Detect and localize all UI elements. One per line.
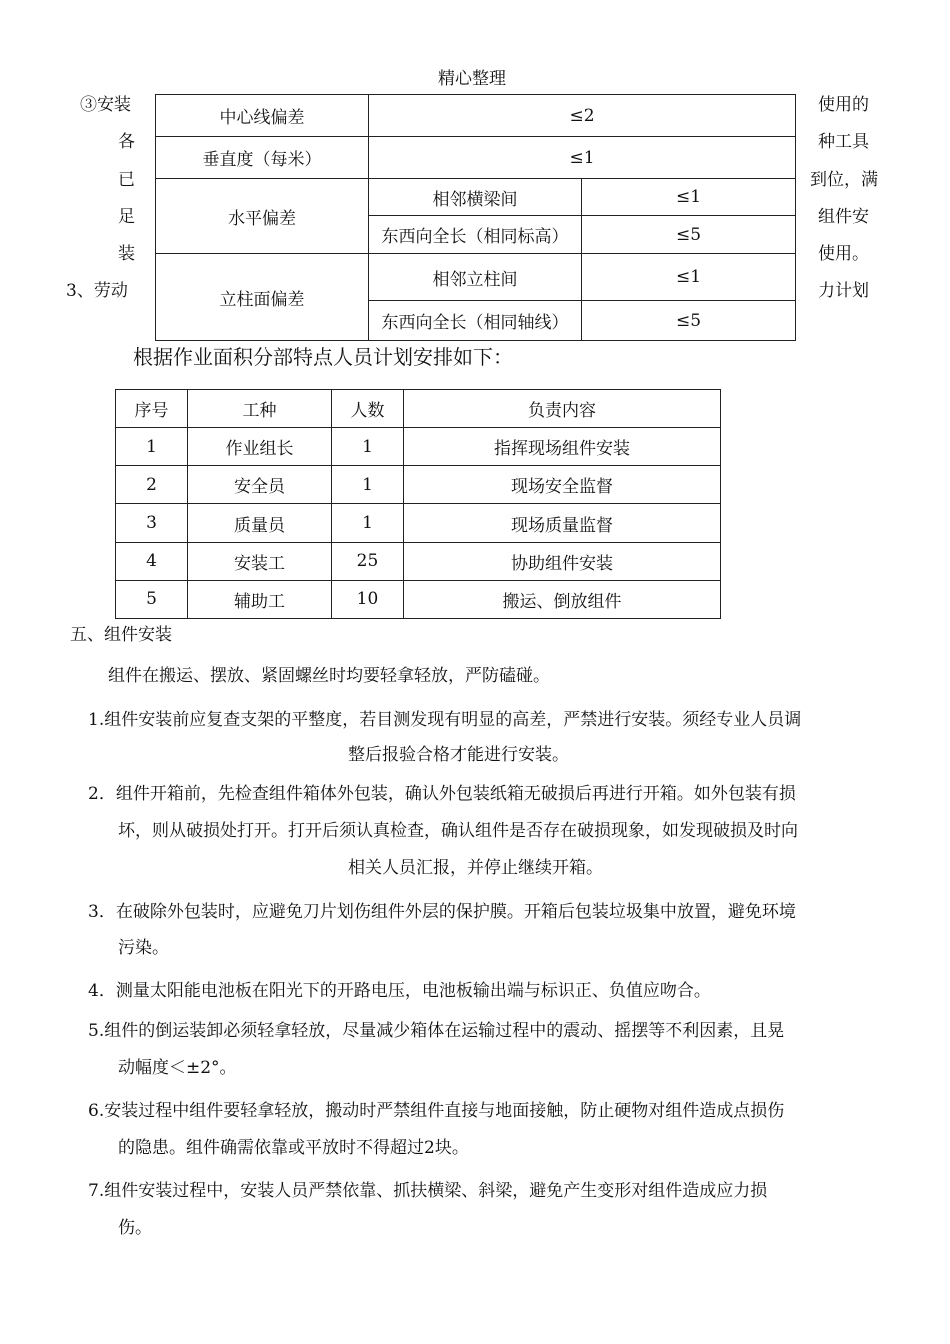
table-cell: 相邻横梁间 xyxy=(369,179,582,216)
right-fragment-1: 使用的 xyxy=(818,95,869,115)
table-cell: 安全员 xyxy=(188,466,332,504)
table-row xyxy=(156,95,796,137)
right-fragment-4: 组件安 xyxy=(818,207,869,227)
table-header-cell: 人数 xyxy=(332,390,404,428)
table-row xyxy=(116,428,721,466)
table-cell: ≤1 xyxy=(369,137,796,179)
left-fragment-2: 各 xyxy=(118,132,135,152)
item-2-line-3: 相关人员汇报，并停止继续开箱。 xyxy=(348,858,603,878)
table-cell: 相邻立柱间 xyxy=(369,254,582,301)
table-cell: ≤1 xyxy=(582,254,796,301)
table-row xyxy=(116,504,721,542)
item-6-line-2: 的隐患。组件确需依靠或平放时不得超过2块。 xyxy=(118,1138,469,1158)
table-row xyxy=(116,466,721,504)
item-7-line-1: 7.组件安装过程中，安装人员严禁依靠、抓扶横梁、斜梁，避免产生变形对组件造成应力损 xyxy=(88,1181,768,1201)
right-fragment-3: 到位，满 xyxy=(810,170,878,190)
item-2-line-2: 坏，则从破损处打开。打开后须认真检查，确认组件是否存在破损现象，如发现破损及时向 xyxy=(118,821,798,841)
table-cell: 1 xyxy=(332,428,404,466)
table-cell: 立柱面偏差 xyxy=(156,254,369,341)
left-fragment-6: 3、劳动 xyxy=(66,281,128,301)
table-cell: 辅助工 xyxy=(188,580,332,618)
table-row xyxy=(156,179,796,216)
table-cell: 质量员 xyxy=(188,504,332,542)
staff-table xyxy=(115,389,721,619)
table-cell: ≤5 xyxy=(582,216,796,254)
table-cell: 现场安全监督 xyxy=(404,466,721,504)
left-fragment-5: 装 xyxy=(118,244,135,264)
item-3-line-1: 3．在破除外包装时，应避免刀片划伤组件外层的保护膜。开箱后包装垃圾集中放置，避免环境 xyxy=(88,902,796,922)
table-row xyxy=(116,542,721,580)
table-cell: 东西向全长（相同标高） xyxy=(369,216,582,254)
table-cell: 1 xyxy=(332,466,404,504)
left-fragment-3: 已 xyxy=(118,170,135,190)
table-header-cell: 负责内容 xyxy=(404,390,721,428)
item-4-line-1: 4．测量太阳能电池板在阳光下的开路电压，电池板输出端与标识正、负值应吻合。 xyxy=(88,981,711,1001)
table-cell: 10 xyxy=(332,580,404,618)
right-fragment-2: 种工具 xyxy=(818,132,869,152)
table-header-row xyxy=(116,390,721,428)
section-intro: 组件在搬运、摆放、紧固螺丝时均要轻拿轻放，严防磕碰。 xyxy=(108,666,550,686)
table-cell: 1 xyxy=(116,428,188,466)
table-cell: 25 xyxy=(332,542,404,580)
table-header-cell: 工种 xyxy=(188,390,332,428)
table-header-cell: 序号 xyxy=(116,390,188,428)
table-cell: 水平偏差 xyxy=(156,179,369,254)
item-7-line-2: 伤。 xyxy=(118,1218,152,1238)
table-cell: 5 xyxy=(116,580,188,618)
right-fragment-6: 力计划 xyxy=(818,281,869,301)
table-cell: 垂直度（每米） xyxy=(156,137,369,179)
item-6-line-1: 6.安装过程中组件要轻拿轻放，搬动时严禁组件直接与地面接触，防止硬物对组件造成点损伤 xyxy=(88,1101,785,1121)
item-3-line-2: 污染。 xyxy=(118,938,169,958)
table-cell: 现场质量监督 xyxy=(404,504,721,542)
table-cell: ≤1 xyxy=(582,179,796,216)
left-fragment-4: 足 xyxy=(118,207,135,227)
table-cell: 协助组件安装 xyxy=(404,542,721,580)
table-cell: ≤2 xyxy=(369,95,796,137)
table-row xyxy=(116,580,721,618)
table-cell: 作业组长 xyxy=(188,428,332,466)
tolerance-table xyxy=(155,94,796,341)
table-cell: 4 xyxy=(116,542,188,580)
table-row xyxy=(156,137,796,179)
item-5-line-2: 动幅度＜±2°。 xyxy=(118,1058,237,1078)
table-cell: 2 xyxy=(116,466,188,504)
staff-intro: 根据作业面积分部特点人员计划安排如下： xyxy=(133,345,513,369)
section-heading: 五、组件安装 xyxy=(70,625,172,645)
table-cell: 中心线偏差 xyxy=(156,95,369,137)
right-fragment-5: 使用。 xyxy=(818,244,869,264)
table-row xyxy=(156,254,796,301)
table-cell: 指挥现场组件安装 xyxy=(404,428,721,466)
left-fragment-1: ③安装 xyxy=(80,95,131,115)
page-header: 精心整理 xyxy=(438,69,506,89)
table-cell: 1 xyxy=(332,504,404,542)
table-cell: ≤5 xyxy=(582,301,796,341)
item-1-line-1: 1.组件安装前应复查支架的平整度，若目测发现有明显的高差，严禁进行安装。须经专业人员调 xyxy=(88,710,802,730)
table-cell: 安装工 xyxy=(188,542,332,580)
table-cell: 3 xyxy=(116,504,188,542)
item-1-line-2: 整后报验合格才能进行安装。 xyxy=(348,745,569,765)
table-cell: 搬运、倒放组件 xyxy=(404,580,721,618)
item-5-line-1: 5.组件的倒运装卸必须轻拿轻放，尽量减少箱体在运输过程中的震动、摇摆等不利因素，且晃 xyxy=(88,1021,785,1041)
item-2-line-1: 2．组件开箱前，先检查组件箱体外包装，确认外包装纸箱无破损后再进行开箱。如外包装有损 xyxy=(88,784,796,804)
table-cell: 东西向全长（相同轴线） xyxy=(369,301,582,341)
